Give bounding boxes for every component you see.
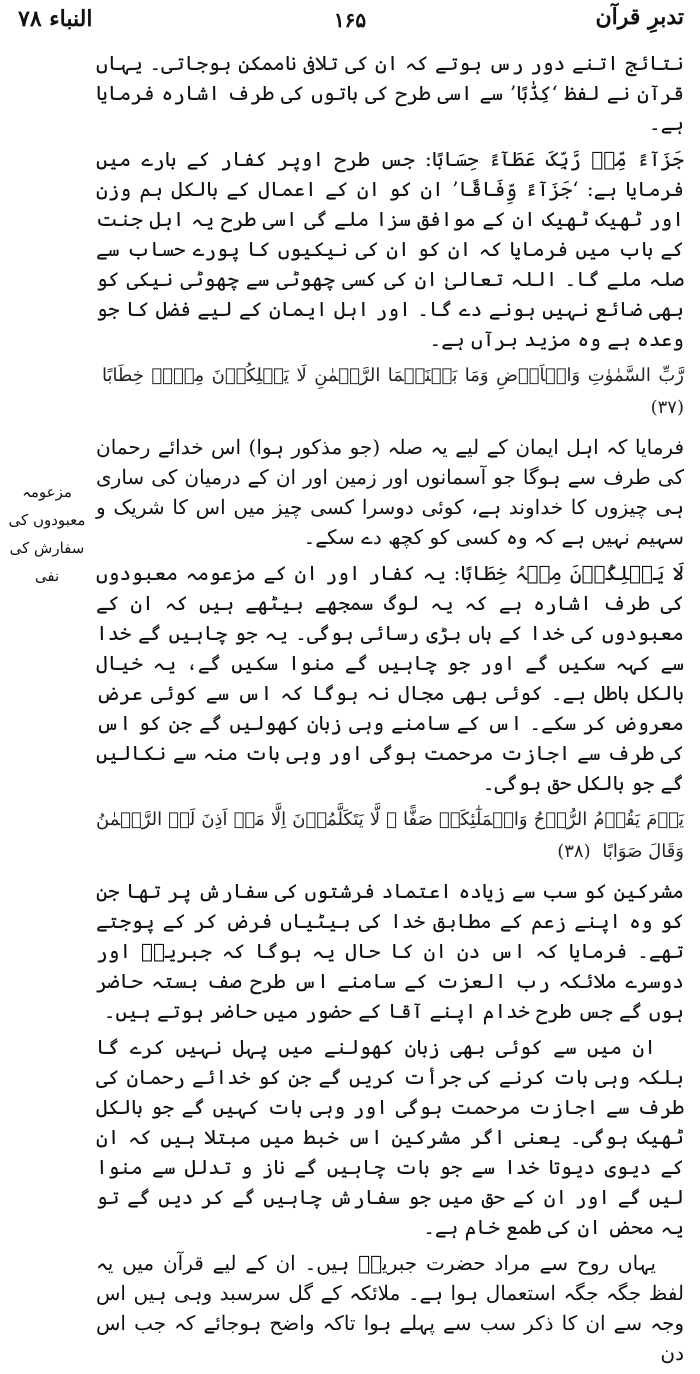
- commentary-paragraph: [96, 1248, 684, 1368]
- quran-verse: [96, 804, 684, 868]
- quran-verse: [96, 360, 684, 424]
- commentary-paragraph: [96, 876, 684, 1026]
- commentary-body: [96, 48, 684, 1374]
- book-title: تدبرِ قرآن: [595, 4, 684, 30]
- paragraph-text: مشرکین کو سب سے زیادہ اعتماد فرشتوں کی سفارش پر تھا جن کو وہ اپنے زعم کے مطابق خدا کی بیٹیاں فرض کر کے پوجتے تھے۔ فرمایا کہ اس دن ان کا حال یہ ہوگا کہ جبریلؑ اور دوسرے ملائکہ رب العزت کے سامنے اس طرح صف بستہ حاضر ہوں گے جس طرح خدام اپنے آقا کے حضور میں حاضر ہوتے ہیں۔: [96, 879, 684, 1023]
- commentary-paragraph: [96, 48, 684, 138]
- commentary-paragraph: [96, 432, 684, 552]
- paragraph-text: جَزَآءً مِّنۡ رَّبِّکَ عَطَآءً حِسَابًا: جس طرح اوپر کفار کے بارے میں فرمایا ہے: ‘جَزَآءً وِّفَاقًا’ ان کو ان کے اعمال کے بالکل ہم وزن اور ٹھیک ٹھیک ان کے موافق سزا ملے گی اسی طرح یہ اہل جنت کے باب میں فرمایا کہ ان کو ان کی نیکیوں کا پورے حساب سے صلہ ملے گا۔ اللہ تعالیٰ ان کی کسی چھوٹی سے چھوٹی نیکی کو بھی ضائع نہیں ہونے دے گا۔ اور اہل ایمان کے لیے فضل کا جو وعدہ ہے وہ مزید برآں ہے۔: [96, 147, 684, 351]
- page-number: ۱۶۵: [333, 8, 367, 32]
- page-header: [0, 0, 700, 40]
- verse-text: رَّبِّ السَّمٰوٰتِ وَالۡاَرۡضِ وَمَا بَیۡنَہُمَا الرَّحۡمٰنِ لَا یَمۡلِکُوۡنَ مِنۡہُ خِطَابًا: [102, 365, 684, 386]
- commentary-paragraph: [96, 144, 684, 354]
- verse-number: (۳۸): [557, 841, 597, 862]
- verse-number: (۳۷): [650, 397, 684, 418]
- paragraph-text: نتائج اتنے دور رس ہوتے کہ ان کی تلافی ناممکن ہوجاتی۔ یہاں قرآن نے لفظ ‘کِذّٰبًا’ سے اسی طرح کی باتوں کی طرف اشارہ فرمایا ہے۔: [96, 51, 684, 135]
- paragraph-text: یہاں روح سے مراد حضرت جبریلؑ ہیں۔ ان کے لیے قرآن میں یہ لفظ جگہ جگہ استعمال ہوا ہے۔ ملائکہ کے گل سرسبد وہی ہیں اس وجہ سے ان کا ذکر سب سے پہلے ہوا تاکہ واضح ہوجائے کہ جب اس دن: [96, 1251, 684, 1365]
- paragraph-text: فرمایا کہ اہل ایمان کے لیے یہ صلہ (جو مذکور ہوا) اس خدائے رحمان کی طرف سے ہوگا جو آسمانوں اور زمین اور ان کے درمیان کی ساری ہی چیزوں کا خداوند ہے، کوئی دوسرا کسی چیز میں اس کا شریک و سہیم نہیں ہے کہ وہ کسی کو کچھ دے سکے۔: [96, 435, 684, 549]
- paragraph-text: لَا یَمۡلِکُوۡنَ مِنۡہُ خِطَابًا: یہ کفار اور ان کے مزعومہ معبودوں کی طرف اشارہ ہے کہ یہ لوگ سمجھے بیٹھے ہیں کہ ان کے معبودوں کی خدا کے ہاں بڑی رسائی ہوگی۔ یہ جو چاہیں گے خدا سے کہہ سکیں گے اور جو چاہیں گے منوا سکیں گے، یہ خیال بالکل باطل ہے۔ کوئی بھی مجال نہ ہوگا کہ اس سے کوئی عرض معروض کر سکے۔ اس کے سامنے وہی زبان کھولیں گے جن کو اس کی طرف سے اجازت مرحمت ہوگی اور وہی بات منہ سے نکالیں گے جو بالکل حق ہوگی۔: [96, 561, 684, 795]
- surah-name: النباء ۷۸: [18, 6, 93, 32]
- paragraph-text: ان میں سے کوئی بھی زبان کھولنے میں پہل نہیں کرے گا بلکہ وہی بات کرنے کی جرأت کریں گے جن کو خدائے رحمان کی طرف سے اجازت مرحمت ہوگی اور وہی بات کہیں گے جو بالکل ٹھیک ہوگی۔ یعنی اگر مشرکین اس خبط میں مبتلا ہیں کہ ان کے دیوی دیوتا خدا سے جو بات چاہیں گے ناز و تدلل سے منوا لیں گے اور ان کے حق میں جو سفارش چاہیں گے کر دیں گے تو یہ محض ان کی طمع خام ہے۔: [96, 1035, 684, 1239]
- margin-note: مزعومہ معبودوں کی سفارش کی نفی: [8, 483, 86, 585]
- commentary-paragraph: [96, 558, 684, 798]
- commentary-paragraph: [96, 1032, 684, 1242]
- verse-text: یَوۡمَ یَقُوۡمُ الرُّوۡحُ وَالۡمَلٰٓئِکَۃُ صَفًّا ۖ لَّا یَتَکَلَّمُوۡنَ اِلَّا مَنۡ اَذِنَ لَہُ الرَّحۡمٰنُ وَقَالَ صَوَابًا: [96, 809, 684, 862]
